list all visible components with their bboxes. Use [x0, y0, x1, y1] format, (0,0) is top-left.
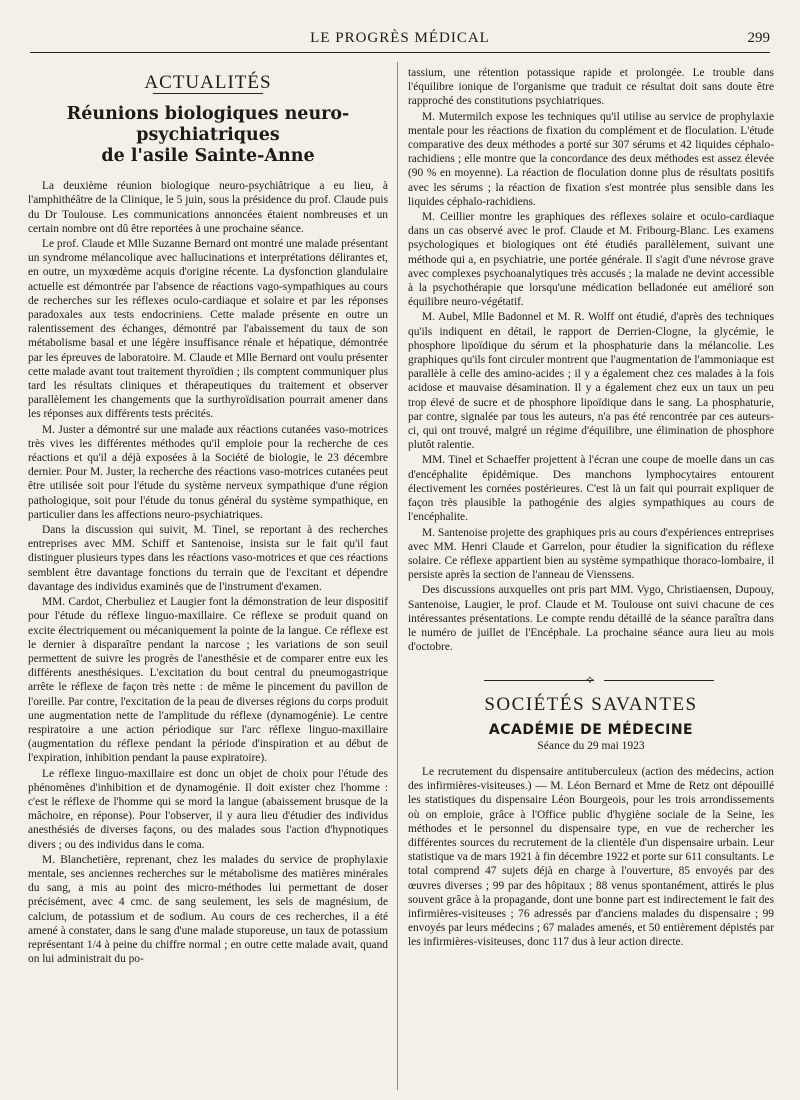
ornamental-separator — [408, 672, 774, 688]
page-number: 299 — [747, 30, 770, 46]
paragraph: MM. Cardot, Cherbuliez et Laugier font la démonstration de leur dispositif pour l'étude du réflexe linguo-maxillaire. Ce réflexe se produit quand on excite électriquement ou mécaniquement la pointe de la langue. Ce réflexe est le dernier à disparaître pendant la narcose ; les variations de son seuil permettent de suivre les progrès de l'anesthésie et de comparer entre eux les différents anesthésiques. L'excitation du bout central du pneumogastrique arrête le réflexe de façon très nette : de même le pincement du pavillon de l'oreille. Par contre, l'excitation de la peau de diverses régions du corps produit une augmentation nette de l'amplitude du réflexe (dynamogénie). Le centre respiratoire a une action périodique sur l'arc réflexe linguo-maxillaire (augmentation du réflexe pendant la période d'inspiration et au début de l'expiration, inhibition pendant la pause expiratoire). — [28, 596, 388, 765]
left-column — [28, 62, 388, 1092]
paragraph: La deuxième réunion biologique neuro-psychiâtrique a eu lieu, à l'amphithéâtre de la Clinique, le 5 juin, sous la présidence du prof. Claude puis du Dr Toulouse. Les communications annoncées étaient nombreuses et un certain nombre ont dû être reportées à une prochaine séance. — [28, 180, 388, 235]
paragraph: Le prof. Claude et Mlle Suzanne Bernard ont montré une malade présentant un syndrome mélancolique avec hallucinations et interprétations délirantes et, en outre, un myxœdème acquis d'origine récente. La dysfonction glandulaire actuelle est démontrée par l'absence de réactions vago-sympathiques au cours de recherches sur les réflexes oculo-cardiaque et solaire et par les réponses paradoxales aux tests endocriniens. Cette malade présente en outre un ralentissement des échanges, démontré par l'abaissement du taux de son métabolisme basal et une légère insuffisance rénale et hépatique, démontrée par les épreuves de laboratoire. M. Claude et Mlle Bernard ont voulu présenter cette malade avant tout traitement thyroïdien ; ils comptent communiquer plus tard les résultats cliniques et thérapeutiques du traitement et observer parallèlement les changements que la surthyroïdisation pourrait amener dans les réponses aux différents tests précités. — [28, 238, 388, 421]
paragraph: M. Blanchetière, reprenant, chez les malades du service de prophylaxie mentale, ses anciennes recherches sur le métabolisme des matières minérales du sang, a mis au point des micro-méthodes lui permettant de doser précisément, avec 4 cmc. de sang seulement, les sels de magnésium, de calcium, de potassium et de sodium. Au cours de ces recherches, il a été amené à constater, dans le sang d'une malade stuporeuse, un taux de potassium représentant 1/4 à peine du chiffre normal ; en outre cette malade avait, quand on lui administrait du po- — [28, 853, 388, 966]
paragraph: Des discussions auxquelles ont pris part MM. Vygo, Christiaensen, Dupouy, Santenoise, Laugier, le prof. Claude et M. Toulouse ont suivi chacune de ces intéressantes présentations. Le compte rendu détaillé de la séance paraîtra dans le numéro de juillet de l'Encéphale. La prochaine séance aura lieu au mois d'octobre. — [408, 584, 774, 654]
section-heading-rule — [153, 93, 263, 94]
running-title: LE PROGRÈS MÉDICAL — [310, 30, 490, 46]
paragraph: M. Juster a démontré sur une malade aux réactions cutanées vaso-motrices très vives les différentes méthodes qu'il emploie pour la recherche de ces réactions et qu'il a déjà exposées à la Société de biologie, le 23 décembre dernier. Pour M. Juster, la recherche des réactions vaso-motrices cutanées peut être utilisée soit pour l'étude du système nerveux sympathique d'une région pathologique, soit pour l'étude du tonus général du système sympathique, en particulier dans les affections neuro-psychiatriques. — [28, 423, 388, 521]
paragraph: Le réflexe linguo-maxillaire est donc un objet de choix pour l'étude des phénomènes d'inhibition et de dynamogénie. Il doit exister chez l'homme : c'est le réflexe de l'homme qui se mord la langue (abaissement brusque de la mâchoire, en réponse). Pour l'observer, il y aura lieu d'étudier des individus anesthésiés de diverses façons, ou des malades sous l'action d'hypnotiques divers ; ou des individus dans le coma. — [28, 767, 388, 851]
session-date: Séance du 29 mai 1923 — [537, 739, 645, 752]
paragraph-continued: tassium, une rétention potassique rapide et prolongée. Le trouble dans l'équilibre ionique de l'organisme que traduit ce résultat doit sans doute être rapproché des constitutions psychiatriques. — [408, 67, 774, 108]
paragraph: M. Mutermilch expose les techniques qu'il utilise au service de prophylaxie mentale pour les réactions de fixation du complément et de floculation. L'étude comparative des deux méthodes a porté sur 307 sérums et 42 liquides céphalo-rachidiens ; elle montre que la concordance des deux méthodes est assez élevée (90 % en moyenne). La réaction de floculation donne plus de résultats positifs avec les sérums ; la réaction de fixation s'est montrée plus sensible dans les liquides céphalo-rachidiens. — [408, 110, 774, 208]
paragraph: MM. Tinel et Schaeffer projettent à l'écran une coupe de moelle dans un cas d'encéphalite épidémique. Des manchons lymphocytaires entourent électivement les cornées postérieures. C'est là un fait qui pourrait expliquer de façon très plausible la pathogénie des algies sympathiques au cours de l'encéphalite. — [408, 454, 774, 524]
article-title-line-1: Réunions biologiques neuro-psychiatriques — [66, 104, 350, 146]
right-column — [408, 66, 774, 1092]
article-title-line-2: de l'asile Sainte-Anne — [101, 146, 315, 167]
paragraph: M. Santenoise projette des graphiques pris au cours d'expériences entreprises avec MM. Henri Claude et Garrelon, pour étudier la signification du réflexe solaire. Ce réflexe appartient bien au système sympathique thoraco-lombaire, il persiste après la section de l'anneau de Vienssens. — [408, 526, 774, 582]
section-heading-actualites — [28, 72, 388, 94]
ornament-icon: ⟡ — [586, 672, 594, 687]
separator-rule-right — [604, 680, 714, 681]
column-divider — [397, 62, 398, 1090]
article-title — [28, 104, 388, 167]
paragraph: Dans la discussion qui suivit, M. Tinel, se reportant à des recherches entreprises avec MM. Schiff et Santenoise, insista sur le fait qu'il faut distinguer plusieurs types dans les réactions vaso-motrices et que ces réactions semblent être davantage fonctions du terrain que de l'excitant et dépendre davantage des individus examinés que de l'instrument d'examen. — [28, 524, 388, 593]
separator-rule-left — [484, 680, 594, 681]
paragraph: Le recrutement du dispensaire antituberculeux (action des médecins, action des infirmières-visiteuses.) — M. Léon Bernard et Mme de Retz ont dépouillé les statistiques du dispensaire Léon Bourgeois, pour les trois arrondissements où on emploie, grâce à l'Office public d'hygiène sociale de la Seine, les méthodes et le personnel du dispensaire type, en vue de rechercher les différentes sources du recrutement de la clientèle d'un dispensaire urbain. Leur statistique va de mars 1921 à fin décembre 1922 et porte sur 611 consultants. Le total comprend 47 sujets déjà en charge à l'ouverture, 85 envoyés par des œuvres diverses ; 99 par des hôpitaux ; 88 venus spontanément, attirés le plus souvent grâce à la propagande, dont une bonne part est indirectement le fait des infirmières-visiteuses ; 76 adressés par d'anciens malades du dispensaire ; 99 envoyés par leurs médecins ; 67 malades amenés, et 50 entièrement dépistés par les infirmières-visiteuses, donc 117 dus à leur action directe. — [408, 765, 774, 949]
section-heading-text: ACTUALITÉS — [144, 72, 272, 93]
paragraph: M. Ceillier montre les graphiques des réflexes solaire et oculo-cardiaque dans un cas observé avec le prof. Claude et M. Fribourg-Blanc. Les examens psychologiques et biologiques ont été étudiés parallèlement, suivant une méthode qui a, en psychiatrie, une portée générale. Il s'agit d'une névrose grave avec complexes psychoanalytiques très accusés ; la malade ne devint accessible à la psychothérapie que lorsqu'une médication belladonée eut amélioré son équilibre neuro-végétatif. — [408, 211, 774, 309]
section-heading-societes: SOCIÉTÉS SAVANTES — [484, 694, 698, 716]
paragraph: M. Aubel, Mlle Badonnel et M. R. Wolff ont étudié, d'après des techniques qu'ils indiquent en détail, le rapport de Derrien-Clogne, la glycémie, le phosphore lipoïdique du sérum et la phosphaturie dans la mélancolie. Les graphiques qu'ils font circuler montrent que l'augmentation de l'ammoniaque est parallèle à celle des amino-acides ; il y a également chez ces malades à la fois acidose et mauvaise désamination. Il y a également chez eux un taux un peu trop élevé de sucre et de phosphore lipoïdique dans le sang. La phosphaturie, par contre, signalée par tous les auteurs, n'a pas été rencontrée par ces auteurs-ci, qui ont trouvé, malgré un régime d'équilibre, une élimination de phosphore plutôt ralentie. — [408, 311, 774, 452]
page-header — [30, 30, 770, 53]
subsection-heading: ACADÉMIE DE MÉDECINE — [488, 721, 694, 738]
